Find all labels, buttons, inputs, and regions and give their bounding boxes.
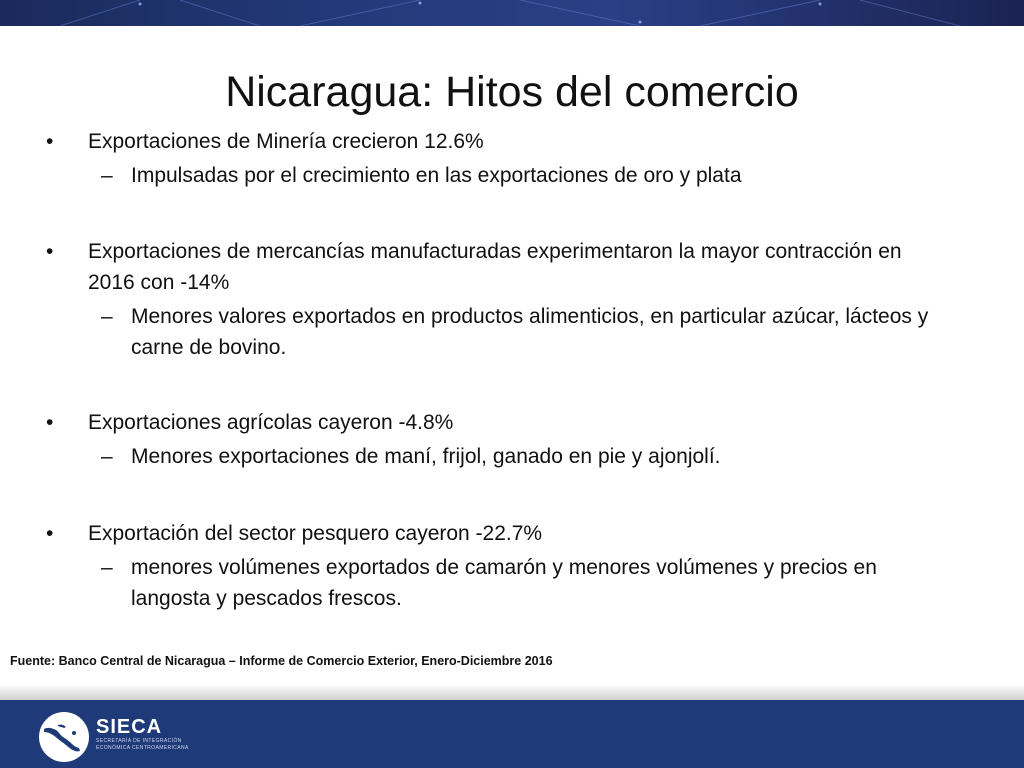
dash-icon: – <box>101 445 113 468</box>
bullet-level2 <box>46 552 946 614</box>
sub-bullet-text: Menores exportaciones de maní, frijol, ganado en pie y ajonjolí. <box>131 445 721 468</box>
logo-subtitle-line1: SECRETARÍA DE INTEGRACIÓN <box>96 738 182 744</box>
bullet-icon: • <box>46 522 54 545</box>
bullet-icon: • <box>46 130 54 153</box>
dash-icon: – <box>101 305 113 328</box>
bullet-level2 <box>46 160 946 191</box>
list-item <box>46 126 946 191</box>
bullet-text: Exportaciones de Minería crecieron 12.6% <box>88 130 484 153</box>
bullet-level1 <box>46 126 946 157</box>
banner-pattern-icon <box>0 0 1024 26</box>
dash-icon: – <box>101 164 113 187</box>
bullet-level1 <box>46 407 946 438</box>
list-item <box>46 407 946 472</box>
bullet-level1 <box>46 518 946 549</box>
bullet-icon: • <box>46 240 54 263</box>
bullet-text: Exportaciones agrícolas cayeron -4.8% <box>88 411 454 434</box>
central-america-map-icon <box>38 711 90 763</box>
bullet-level1 <box>46 236 946 298</box>
list-item <box>46 236 946 363</box>
dash-icon: – <box>101 556 113 579</box>
bullet-text: Exportaciones de mercancías manufacturadas experimentaron la mayor contracción en 2016 con -14% <box>88 240 902 294</box>
sub-bullet-text: menores volúmenes exportados de camarón y menores volúmenes y precios en langosta y pescados frescos. <box>131 556 877 610</box>
bullet-level2 <box>46 441 946 472</box>
sub-bullet-text: Menores valores exportados en productos alimenticios, en particular azúcar, lácteos y carne de bovino. <box>131 305 929 359</box>
footer-shadow <box>0 684 1024 700</box>
logo-name: SIECA <box>96 716 163 738</box>
bullet-text: Exportación del sector pesquero cayeron -22.7% <box>88 522 543 545</box>
slide-title: Nicaragua: Hitos del comercio <box>225 68 799 116</box>
sub-bullet-text: Impulsadas por el crecimiento en las exportaciones de oro y plata <box>131 164 742 187</box>
logo-subtitle-line2: ECONÓMICA CENTROAMERICANA <box>96 745 189 751</box>
bullet-level2 <box>46 301 946 363</box>
bullet-icon: • <box>46 411 54 434</box>
top-banner <box>0 0 1024 26</box>
list-item <box>46 518 946 614</box>
source-note: Fuente: Banco Central de Nicaragua – Informe de Comercio Exterior, Enero-Diciembre 2016 <box>10 654 553 668</box>
